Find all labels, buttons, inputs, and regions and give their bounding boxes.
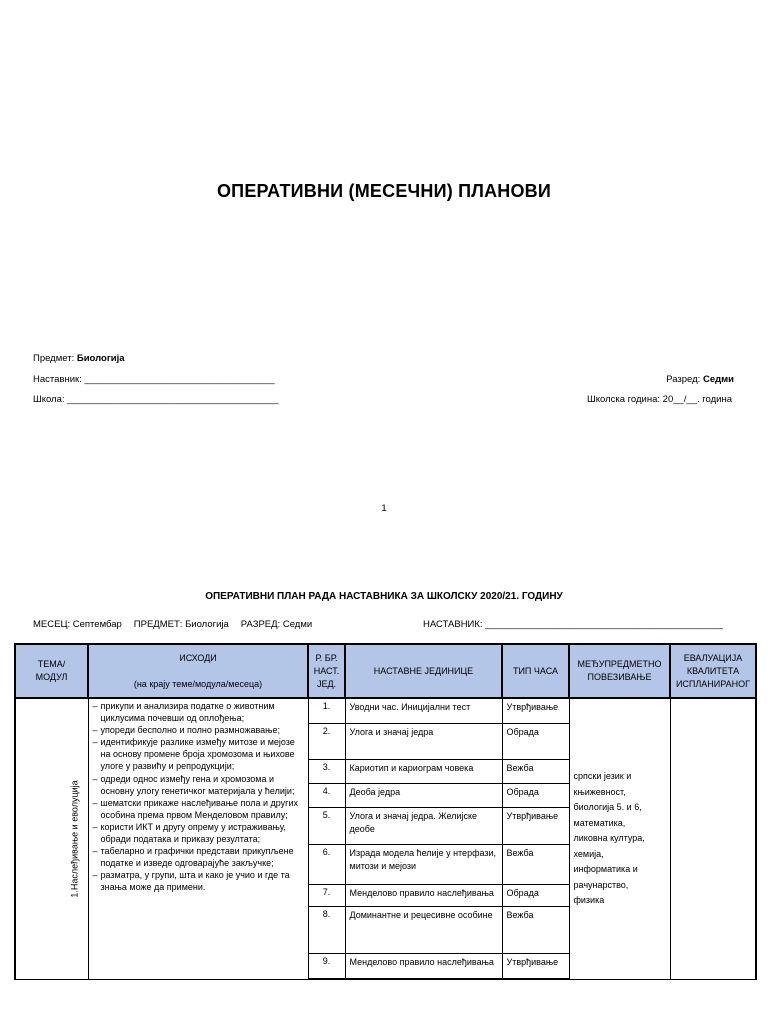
lesson-type: Утврђивање: [502, 953, 569, 979]
plan-grade: РАЗРЕД: Седми: [240, 619, 313, 630]
header-evaluation: ЕВАЛУАЦИЈА КВАЛИТЕТА ИСПЛАНИРАНОГ: [670, 644, 756, 698]
topic-cell: [15, 698, 88, 979]
cross-curricular-line: биологија 5. и 6,: [573, 802, 642, 812]
header-links: МЕЂУПРЕДМЕТНО ПОВЕЗИВАЊЕ: [569, 644, 670, 698]
outcome-item: – шематски прикаже наслеђивање пола и других особина према првом Менделовом правилу;: [93, 797, 304, 821]
unit-number: 7.: [308, 884, 345, 906]
subject-line: [33, 353, 125, 364]
unit-title: Улога и значај једра. Желијске деобе: [345, 807, 502, 844]
unit-number: 8.: [308, 906, 345, 953]
unit-title: Деоба једра: [345, 783, 502, 807]
school-line: [33, 394, 279, 405]
unit-title: Доминантне и рецесивне особине: [345, 906, 502, 953]
unit-number: 3.: [308, 759, 345, 783]
header-units: НАСТАВНЕ ЈЕДИНИЦЕ: [345, 644, 502, 698]
cross-curricular-line: хемија,: [573, 848, 604, 859]
cross-curricular-line: књижевност,: [573, 786, 626, 797]
lesson-type: Обрада: [502, 884, 569, 906]
unit-number: 1.: [308, 698, 345, 723]
lesson-type: Вежба: [502, 906, 569, 953]
grade-label: Разред:: [666, 374, 701, 385]
cross-curricular-line: ликовна култура,: [573, 833, 645, 843]
unit-number: 9.: [308, 953, 345, 979]
plan-subject: ПРЕДМЕТ: Биологија: [133, 619, 229, 630]
document-title: ОПЕРАТИВНИ (МЕСЕЧНИ) ПЛАНОВИ: [216, 181, 552, 201]
unit-title: Менделово правило наслеђивања: [345, 953, 502, 979]
year-label: Школска година:: [587, 394, 661, 405]
header-type: ТИП ЧАСА: [502, 644, 569, 698]
table-header-row: [15, 644, 756, 698]
outcome-item: – одреди однос између гена и хромозома и основну улогу генетичког материјала у ћелији;: [93, 773, 304, 797]
teacher-line: [33, 374, 275, 385]
unit-number: 5.: [308, 807, 345, 844]
topic-label: 1.Наслеђивање и еволуција: [69, 780, 80, 898]
lesson-type: Утврђивање: [502, 807, 569, 844]
plan-table: [14, 643, 757, 980]
cross-curricular-line: математика,: [573, 817, 626, 828]
cross-curricular-line: физика: [573, 895, 605, 905]
unit-number: 6.: [308, 844, 345, 884]
page-number: 1: [381, 503, 387, 514]
teacher-value: ____________________________________: [84, 374, 275, 385]
unit-title: Уводни час. Иницијални тест: [345, 698, 502, 723]
grade-value: Седми: [702, 374, 734, 385]
header-number: Р. БР. НАСТ. ЈЕД.: [308, 644, 345, 698]
plan-month: МЕСЕЦ: Септембар: [33, 619, 122, 630]
outcome-item: – прикупи и анализира податке о животним циклусима почевши од оплођења;: [93, 700, 304, 724]
school-label: Школа:: [33, 394, 65, 405]
table-row: [15, 698, 756, 723]
plan-heading: ОПЕРАТИВНИ ПЛАН РАДА НАСТАВНИКА ЗА ШКОЛСКУ 2020/21. ГОДИНУ: [205, 591, 563, 602]
unit-title: Кариотип и кариограм човека: [345, 759, 502, 783]
header-outcomes: ИСХОДИ (на крају теме/модула/месеца): [88, 644, 308, 698]
unit-number: 2.: [308, 723, 345, 759]
lesson-type: Обрада: [502, 723, 569, 759]
plan-meta: [33, 619, 312, 630]
unit-number: 4.: [308, 783, 345, 807]
cross-curricular-line: рачунарство,: [573, 879, 629, 890]
unit-title: Менделово правило наслеђивања: [345, 884, 502, 906]
cross-curricular-line: информатика и: [573, 864, 638, 874]
year-line: [587, 394, 732, 405]
unit-title: Израда модела ћелије у нтерфази, митози и мејози: [345, 844, 502, 884]
subject-value: Биологија: [76, 353, 125, 364]
plan-teacher: НАСТАВНИК: _____________________________________________: [423, 619, 723, 630]
outcome-item: – упореди бесполно и полно размножавање;: [93, 724, 304, 736]
teacher-label: Наставник:: [33, 374, 82, 385]
lesson-type: Вежба: [502, 844, 569, 884]
outcomes-list: [93, 700, 304, 894]
cross-curricular-line: српски језик и: [573, 771, 632, 781]
evaluation-cell: [670, 698, 756, 979]
header-topic: ТЕМА/ МОДУЛ: [15, 644, 88, 698]
outcomes-cell: [88, 698, 308, 979]
unit-title: Улога и значај једра: [345, 723, 502, 759]
subject-label: Предмет:: [33, 353, 75, 364]
outcome-item: – користи ИКТ и другу опрему у истраживању, обради података и приказу резултата;: [93, 821, 304, 845]
grade-line: [666, 374, 734, 385]
outcome-item: – идентификује разлике између митозе и мејозе на основу промене броја хромозома и њихове улоге у развићу и репродукцији;: [93, 736, 304, 772]
school-value: ________________________________________: [67, 394, 279, 405]
outcome-item: – табеларно и графички представи прикупљене податке и изведе одговарајуће закључке;: [93, 845, 304, 869]
cross-curricular-cell: [569, 698, 670, 979]
year-value: 20__/__. година: [662, 394, 732, 405]
lesson-type: Утврђивање: [502, 698, 569, 723]
outcome-item: – разматра, у групи, шта и како је учио и где та знања може да примени.: [93, 869, 304, 893]
lesson-type: Вежба: [502, 759, 569, 783]
lesson-type: Обрада: [502, 783, 569, 807]
